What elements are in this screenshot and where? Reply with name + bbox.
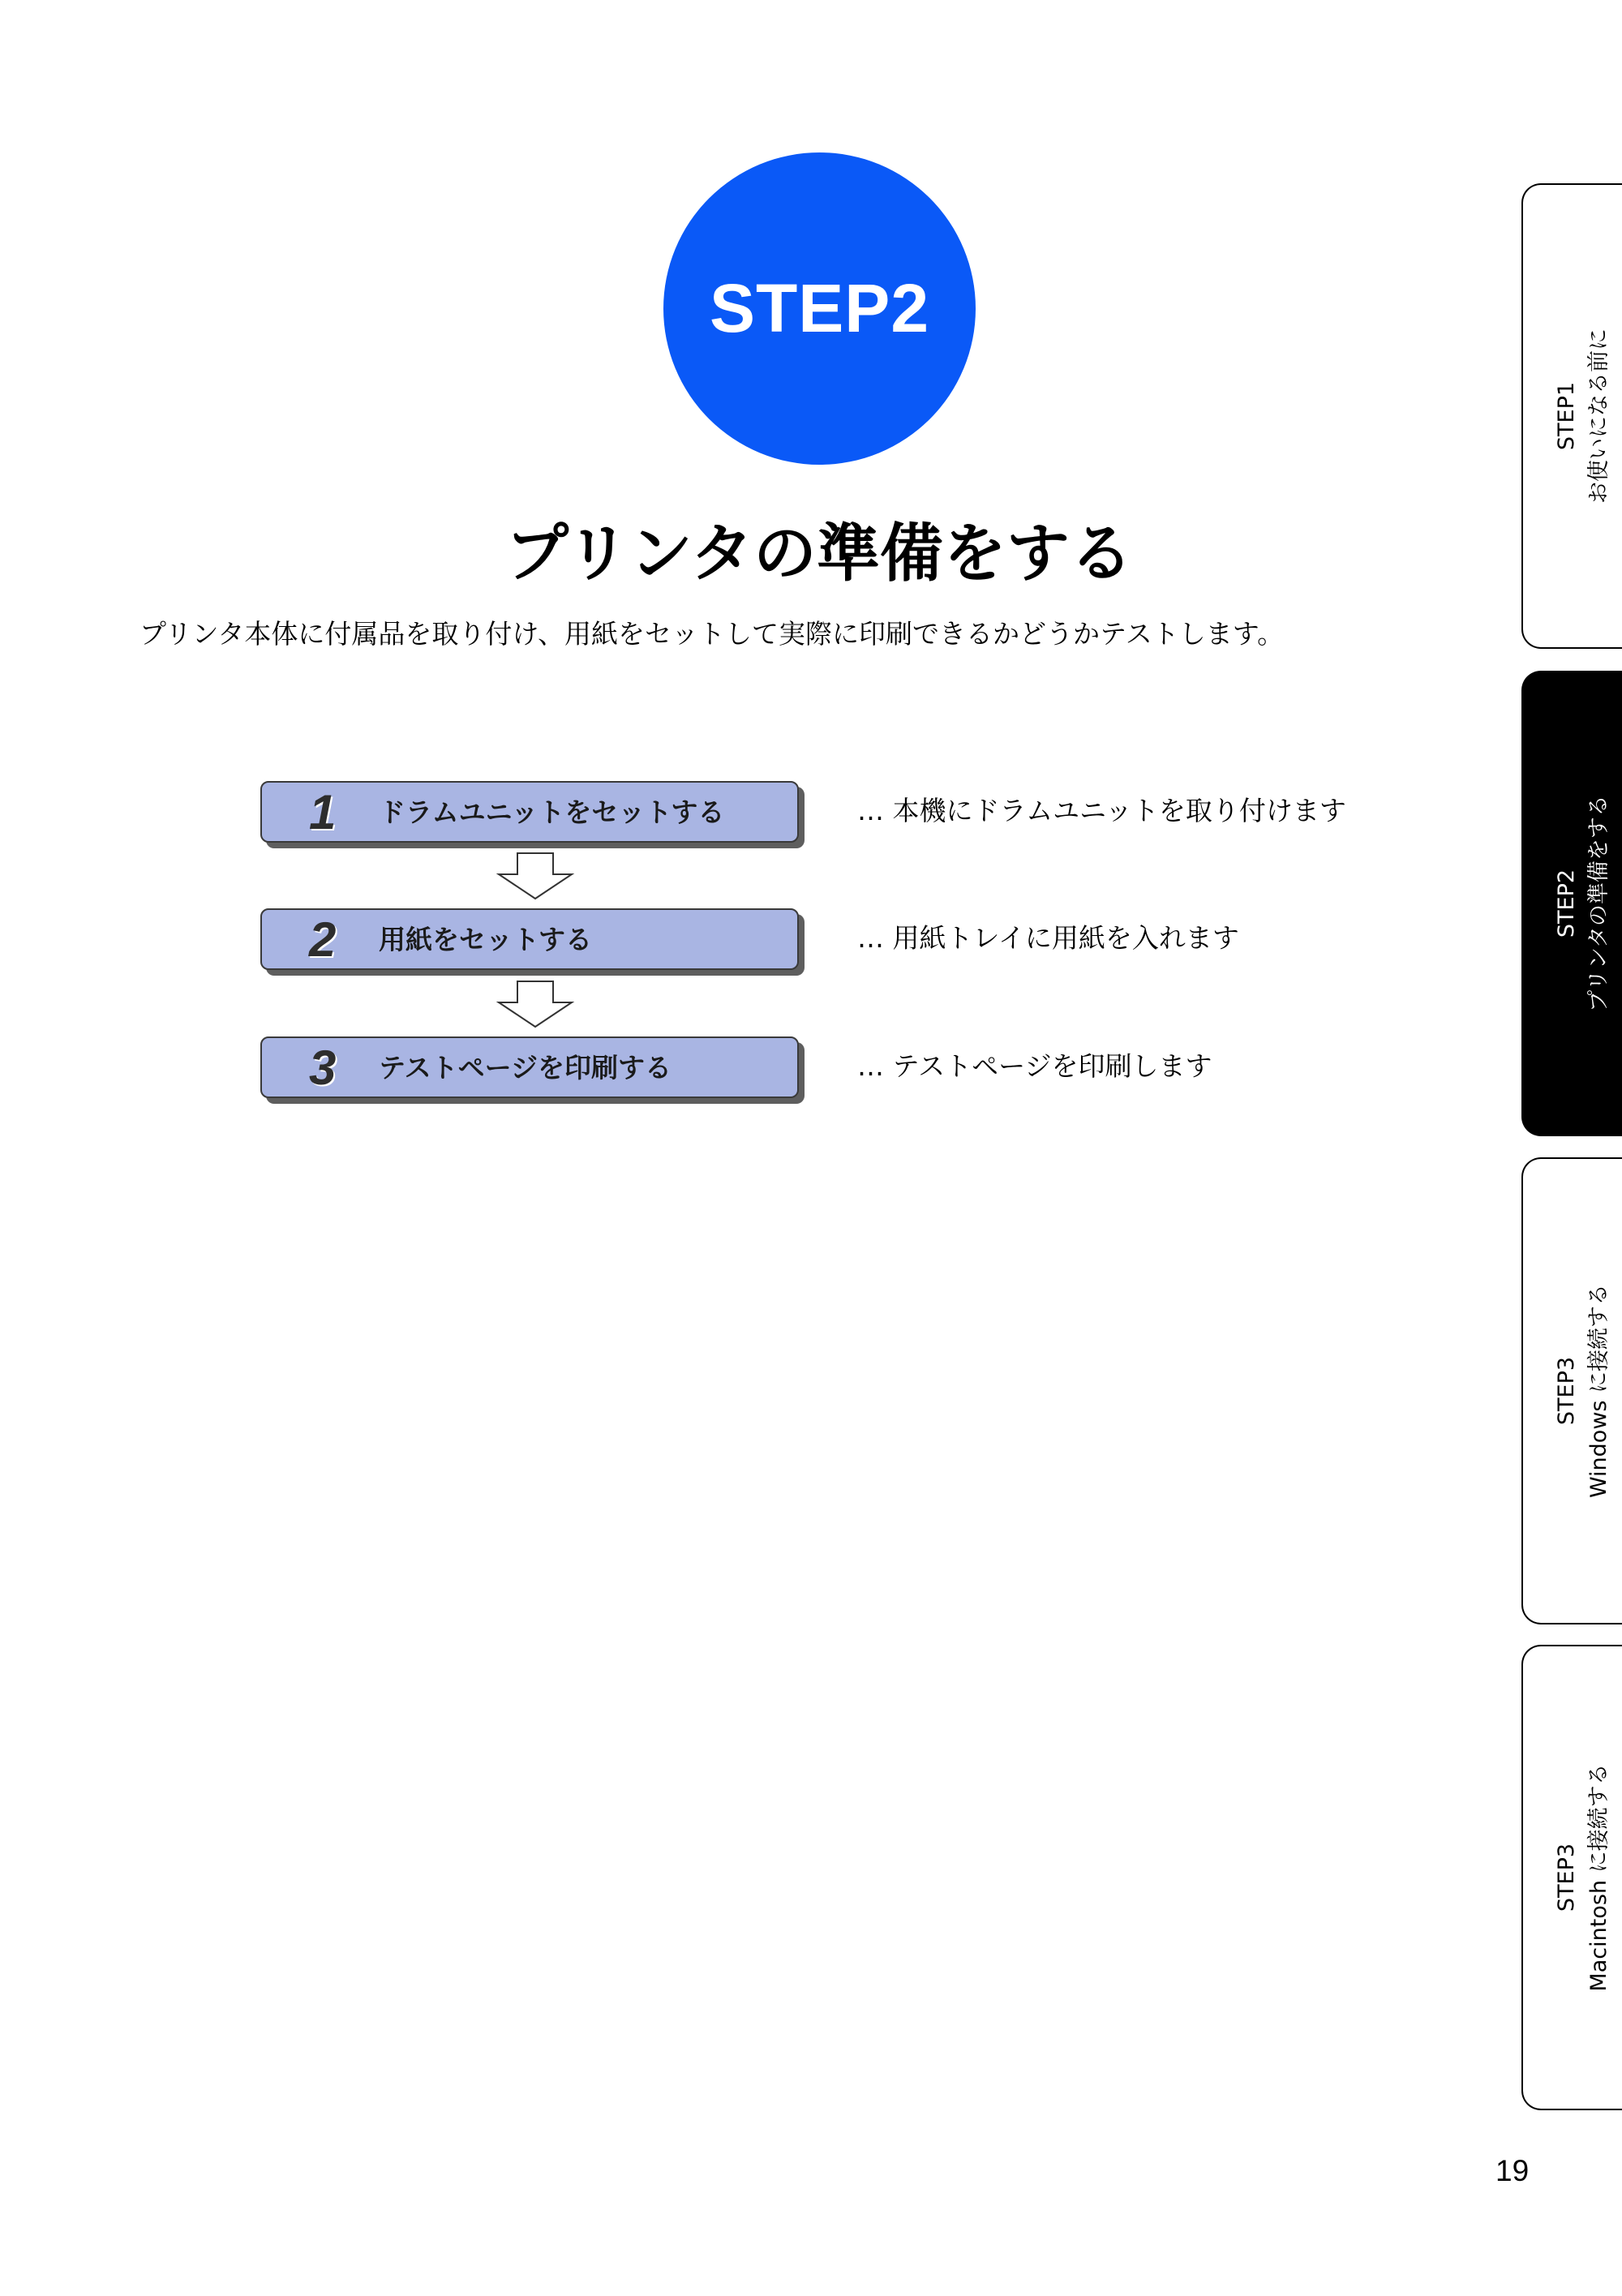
step-description: … テストページを印刷します (857, 1050, 1212, 1082)
step-number: 1 (309, 785, 337, 839)
step-description: … 用紙トレイに用紙を入れます (857, 922, 1239, 954)
side-tab-label: Windows に接続する (1586, 1283, 1611, 1499)
down-arrow-icon (495, 852, 576, 900)
step-badge (663, 152, 976, 465)
step-label: テストページを印刷する (379, 1052, 672, 1084)
side-tab-label: プリンタの準備をする (1586, 795, 1611, 1012)
page-intro: プリンタ本体に付属品を取り付け、用紙をセットして実際に印刷できるかどうかテストします。 (139, 618, 1285, 650)
side-tab-label: お使いになる前に (1586, 328, 1611, 504)
step-badge-label: STEP2 (709, 270, 930, 346)
side-tab-step3-windows[interactable] (1521, 1157, 1622, 1624)
side-tab-step1[interactable] (1521, 183, 1622, 649)
page-title: プリンタの準備をする (505, 517, 1133, 590)
step-label: 用紙をセットする (379, 924, 593, 955)
side-tab-step3-macintosh[interactable] (1521, 1645, 1622, 2110)
side-tab-step2[interactable] (1521, 671, 1622, 1136)
side-tab-step: STEP3 (1554, 1843, 1579, 1912)
down-arrow-icon (495, 980, 576, 1028)
step-box-1 (260, 781, 799, 843)
side-tab-step: STEP1 (1554, 381, 1579, 451)
page-number: 19 (1495, 2154, 1530, 2187)
step-number: 3 (309, 1041, 337, 1095)
step-box-2 (260, 908, 799, 970)
side-tab-label: Macintosh に接続する (1586, 1763, 1611, 1992)
side-tab-step: STEP3 (1554, 1356, 1579, 1426)
side-tab-step: STEP2 (1554, 869, 1579, 938)
step-label: ドラムユニットをセットする (379, 796, 725, 828)
step-number: 2 (309, 912, 337, 967)
step-description: … 本機にドラムユニットを取り付けます (857, 795, 1346, 826)
step-box-3 (260, 1036, 799, 1098)
